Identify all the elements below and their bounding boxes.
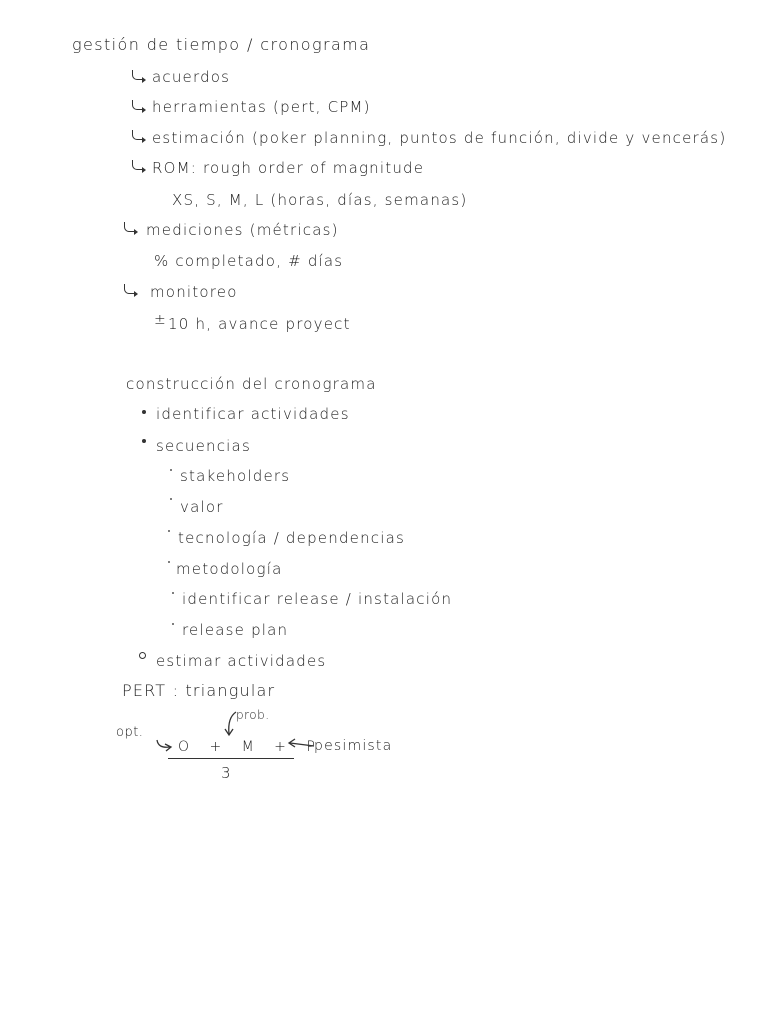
list-subitem: XS, S, M, L (horas, días, semanas) <box>172 191 468 209</box>
list-subitem: release plan <box>182 621 289 639</box>
pert-label: PERT : triangular <box>122 681 276 700</box>
list-subitem: identificar release / instalación <box>182 590 453 608</box>
pert-denominator: 3 <box>221 764 232 782</box>
list-item: estimación (poker planning, puntos de función, divide y vencerás) <box>152 129 727 147</box>
list-item: secuencias <box>156 437 251 455</box>
list-item: ROM: rough order of magnitude <box>152 159 425 177</box>
list-subitem: % completado, # días <box>154 252 344 270</box>
page-title: gestión de tiempo / cronograma <box>72 35 371 54</box>
list-subitem: 10 h, avance proyect <box>168 315 351 333</box>
prob-label: prob. <box>236 708 270 722</box>
pert-formula: O + M + P <box>178 739 320 755</box>
list-subitem: valor <box>180 498 224 516</box>
pesimista-label: pesimista <box>314 738 393 754</box>
list-item: monitoreo <box>150 283 238 301</box>
opt-label: opt. <box>116 725 144 740</box>
section-heading: construcción del cronograma <box>126 375 377 393</box>
list-item: herramientas (pert, CPM) <box>152 98 371 116</box>
list-subitem: stakeholders <box>180 467 291 485</box>
list-item: mediciones (métricas) <box>146 221 339 239</box>
list-subitem: metodología <box>176 560 283 578</box>
list-item: acuerdos <box>152 68 231 86</box>
list-subitem: tecnología / dependencias <box>178 529 406 547</box>
list-item: identificar actividades <box>156 405 350 423</box>
plus-minus-symbol: ± <box>154 312 167 328</box>
list-item: estimar actividades <box>156 652 327 670</box>
